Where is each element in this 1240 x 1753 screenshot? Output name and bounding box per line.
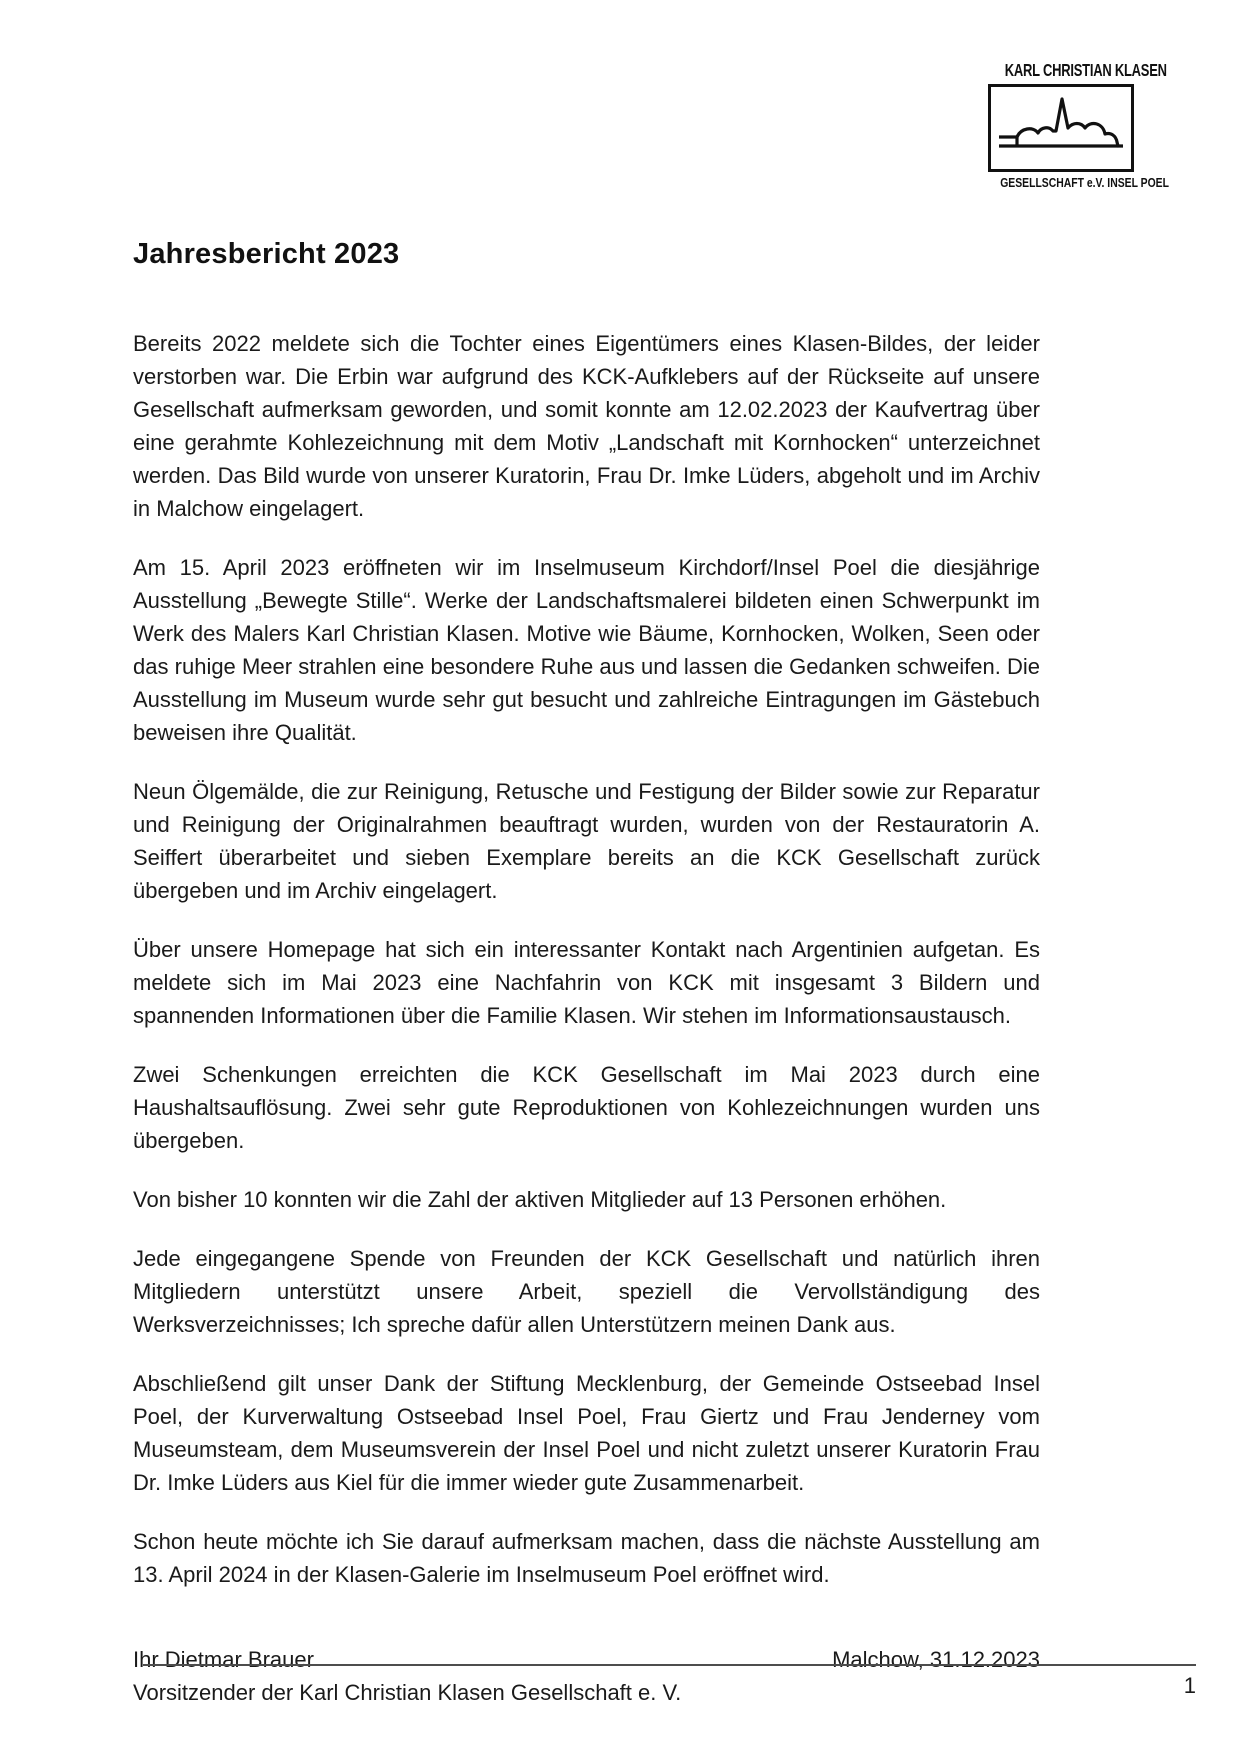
page-title: Jahresbericht 2023: [133, 238, 400, 270]
page-number: 1: [1183, 1673, 1196, 1698]
island-skyline-icon: [995, 89, 1127, 168]
kck-logo: [985, 60, 1169, 190]
paragraph-5: Zwei Schenkungen erreichten die KCK Gesellschaft im Mai 2023 durch eine Haushaltsauflösung. Zwei sehr gute Reproduktionen von Kohlezeichnungen wurden uns übergeben.: [133, 1062, 1040, 1153]
signature-place-date: Malchow, 31.12.2023: [832, 1647, 1040, 1672]
paragraph-1: Bereits 2022 meldete sich die Tochter eines Eigentümers eines Klasen-Bildes, der leider verstorben war. Die Erbin war aufgrund des KCK-Aufklebers auf der Rückseite auf unsere Gesellschaft aufmerksam geworden, und somit konnte am 12.02.2023 der Kaufvertrag über eine gerahmte Kohlezeichnung mit dem Motiv „Landschaft mit Kornhocken“ unterzeichnet werden. Das Bild wurde von unserer Kuratorin, Frau Dr. Imke Lüders, abgeholt und im Archiv in Malchow eingelagert.: [133, 331, 1040, 521]
paragraph-8: Abschließend gilt unser Dank der Stiftung Mecklenburg, der Gemeinde Ostseebad Insel Poel, der Kurverwaltung Ostseebad Insel Poel, Frau Giertz und Frau Jenderney vom Museumsteam, dem Museumsverein der Insel Poel und nicht zuletzt unserer Kuratorin Frau Dr. Imke Lüders aus Kiel für die immer wieder gute Zusammenarbeit.: [133, 1371, 1040, 1495]
paragraph-6: Von bisher 10 konnten wir die Zahl der aktiven Mitglieder auf 13 Personen erhöhen.: [133, 1187, 947, 1212]
signature-role: Vorsitzender der Karl Christian Klasen Gesellschaft e. V.: [133, 1680, 682, 1705]
footer-rule: [143, 1664, 1196, 1699]
signature-name: Ihr Dietmar Brauer: [133, 1647, 314, 1672]
paragraph-4: Über unsere Homepage hat sich ein interessanter Kontakt nach Argentinien aufgetan. Es meldete sich im Mai 2023 eine Nachfahrin von KCK mit insgesamt 3 Bildern und spannenden Informationen über die Familie Klasen. Wir stehen im Informationsaustausch.: [133, 937, 1040, 1028]
paragraph-9: Schon heute möchte ich Sie darauf aufmerksam machen, dass die nächste Ausstellung am 13. April 2024 in der Klasen-Galerie im Inselmuseum Poel eröffnet wird.: [133, 1529, 1040, 1587]
logo-subtitle: GESELLSCHAFT e.V. INSEL POEL: [1000, 175, 1169, 190]
paragraph-2: Am 15. April 2023 eröffneten wir im Inselmuseum Kirchdorf/Insel Poel die diesjährige Ausstellung „Bewegte Stille“. Werke der Landschaftsmalerei bildeten einen Schwerpunkt im Werk des Malers Karl Christian Klasen. Motive wie Bäume, Kornhocken, Wolken, Seen oder das ruhige Meer strahlen eine besondere Ruhe aus und lassen die Gedanken schweifen. Die Ausstellung im Museum wurde sehr gut besucht und zahlreiche Eintragungen im Gästebuch beweisen ihre Qualität.: [133, 555, 1040, 745]
logo-frame: [988, 84, 1134, 172]
paragraph-3: Neun Ölgemälde, die zur Reinigung, Retusche und Festigung der Bilder sowie zur Reparatur und Reinigung der Originalrahmen beauftragt wurden, wurden von der Restauratorin A. Seiffert überarbeitet und sieben Exemplare bereits an die KCK Gesellschaft zurück übergeben und im Archiv eingelagert.: [133, 779, 1040, 903]
paragraph-7: Jede eingegangene Spende von Freunden der KCK Gesellschaft und natürlich ihren Mitgliedern unterstützt unsere Arbeit, speziell die Vervollständigung des Werksverzeichnisses; Ich spreche dafür allen Unterstützern meinen Dank aus.: [133, 1246, 1040, 1337]
logo-title: KARL CHRISTIAN KLASEN: [1004, 60, 1167, 80]
